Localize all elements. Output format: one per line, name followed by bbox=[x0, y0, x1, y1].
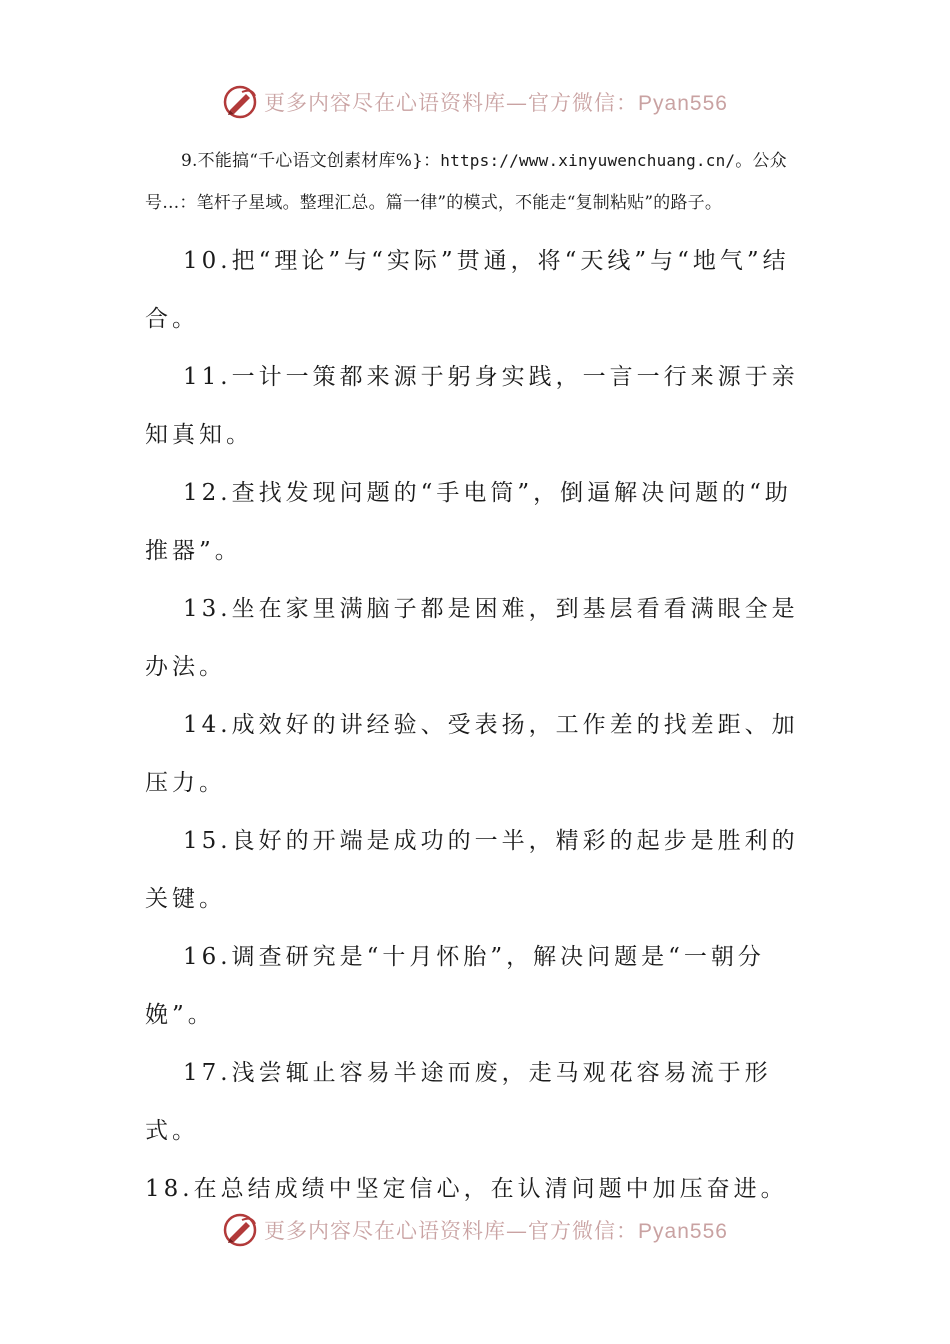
pen-logo-icon bbox=[222, 1212, 258, 1248]
pen-logo-icon bbox=[222, 84, 258, 120]
item-10: 10.把“理论”与“实际”贯通，将“天线”与“地气”结合。 bbox=[145, 248, 790, 332]
item-9: 9.不能搞“千心语文创素材库%}：https://www.xinyuwenchuang.cn/。公众号…：笔杆子星域。整理汇总。篇一律”的模式，不能走“复制粘贴”的路子。 bbox=[145, 151, 787, 213]
wechat-id: Pyan556 bbox=[638, 1220, 728, 1243]
header-banner bbox=[0, 84, 950, 120]
source-url: https://www.xinyuwenchuang.cn/ bbox=[440, 151, 736, 170]
footer-banner bbox=[0, 1212, 950, 1248]
item-16: 16.调查研究是“十月怀胎”，解决问题是“一朝分娩”。 bbox=[145, 944, 765, 1028]
item-17: 17.浅尝辄止容易半途而废，走马观花容易流于形式。 bbox=[145, 1060, 772, 1144]
item-14: 14.成效好的讲经验、受表扬，工作差的找差距、加压力。 bbox=[145, 712, 799, 796]
banner-text: 更多内容尽在心语资料库—官方微信：Pyan556 bbox=[264, 91, 728, 115]
item-18: 18.在总结成绩中坚定信心，在认清问题中加压奋进。 bbox=[145, 1176, 788, 1202]
banner-text: 更多内容尽在心语资料库—官方微信：Pyan556 bbox=[264, 1219, 728, 1243]
wechat-id: Pyan556 bbox=[638, 92, 728, 115]
item-15: 15.良好的开端是成功的一半，精彩的起步是胜利的关键。 bbox=[145, 828, 799, 912]
item-11: 11.一计一策都来源于躬身实践，一言一行来源于亲知真知。 bbox=[145, 364, 799, 448]
item-12: 12.查找发现问题的“手电筒”，倒逼解决问题的“助推器”。 bbox=[145, 480, 792, 564]
item-13: 13.坐在家里满脑子都是困难，到基层看看满眼全是办法。 bbox=[145, 596, 799, 680]
document-body bbox=[145, 140, 807, 1218]
